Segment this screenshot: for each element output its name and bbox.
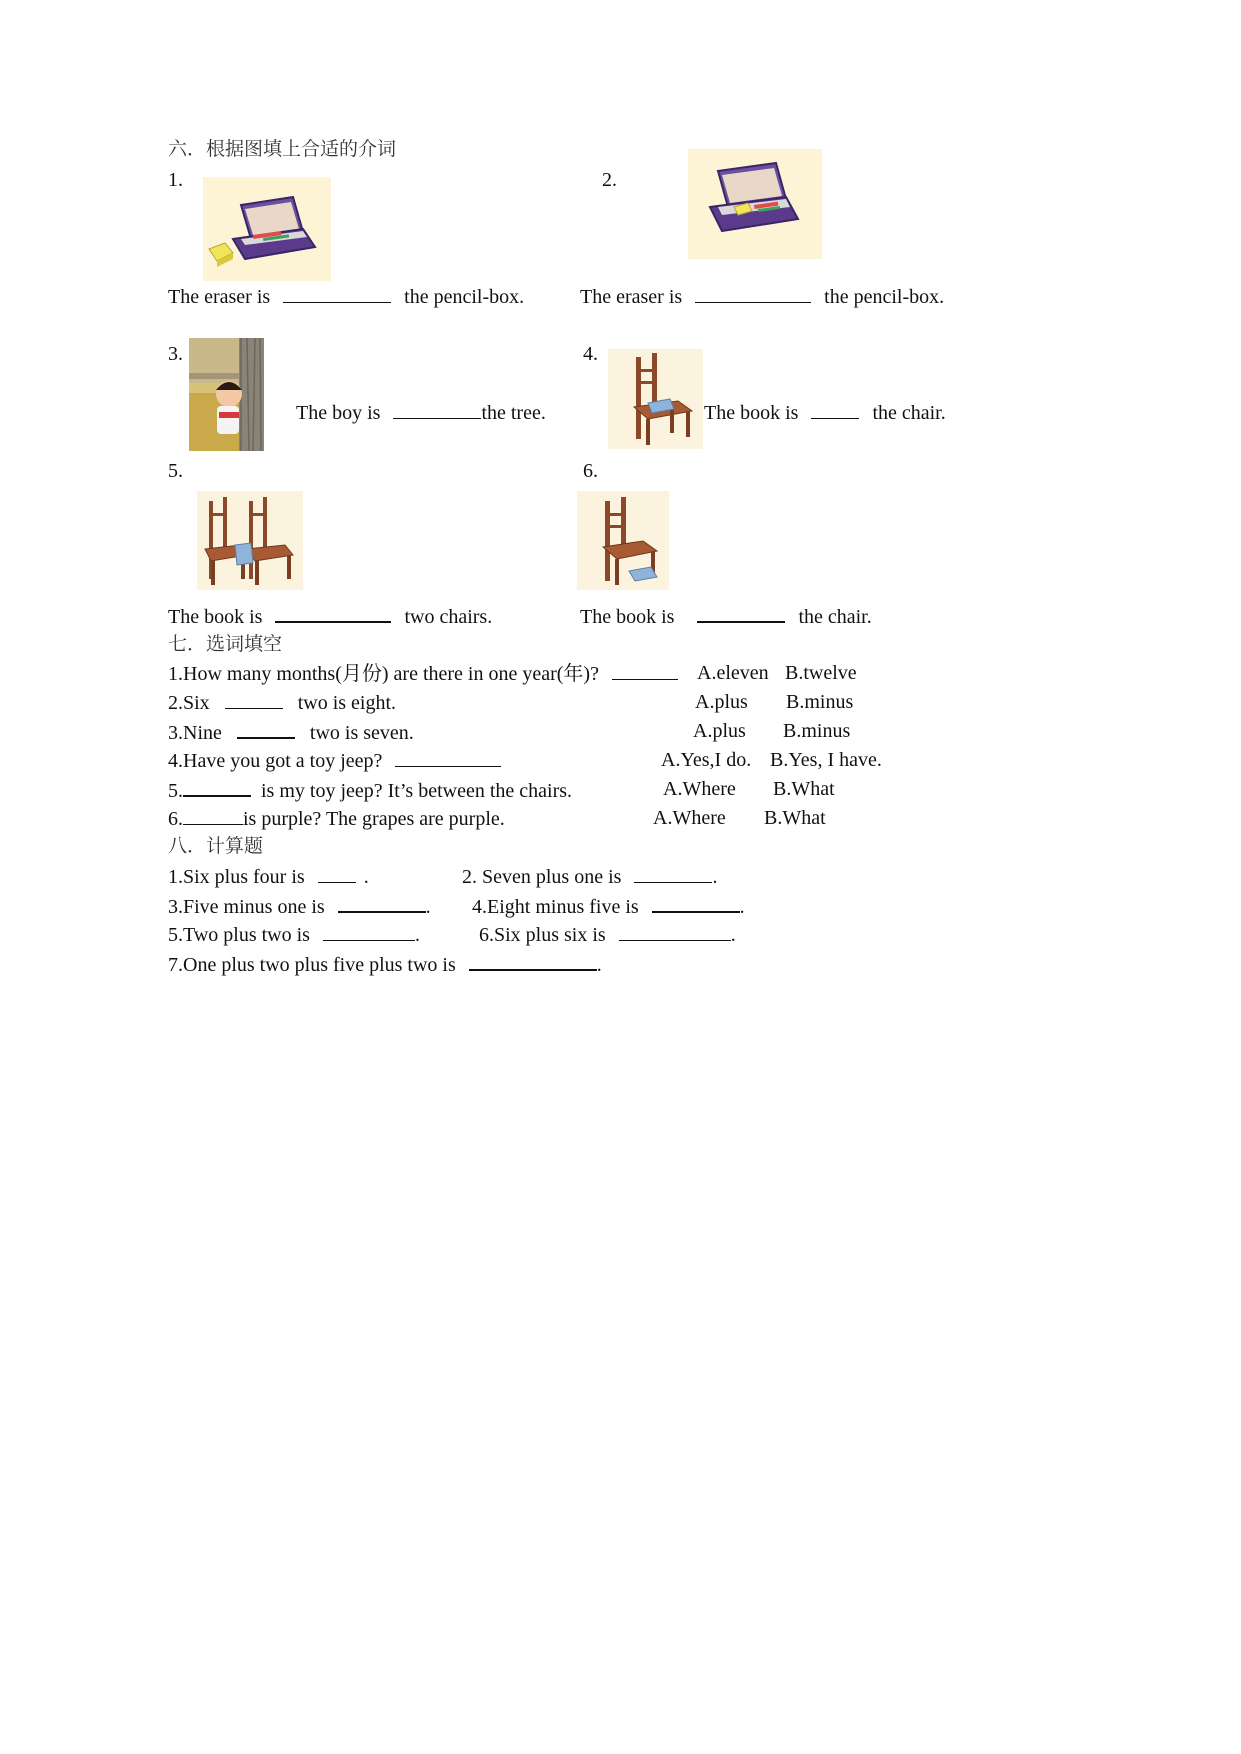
item-6-sentence bbox=[580, 603, 872, 629]
answer-blank[interactable] bbox=[811, 400, 859, 419]
sentence-start: The book is bbox=[168, 606, 263, 628]
question-7-2 bbox=[168, 690, 396, 715]
section-6-title: 六．根据图填上合适的介词 bbox=[168, 138, 397, 160]
sentence-start: The eraser is bbox=[580, 286, 683, 308]
sentence-start: The book is bbox=[704, 402, 799, 424]
question-7-6 bbox=[168, 806, 505, 831]
sentence-end: the tree. bbox=[481, 402, 546, 424]
option-a[interactable]: A.Yes,I do. bbox=[661, 749, 752, 771]
option-a[interactable]: A.plus bbox=[695, 691, 748, 713]
period: . bbox=[730, 924, 736, 946]
period: . bbox=[425, 896, 431, 918]
option-b[interactable]: B.What bbox=[764, 807, 826, 829]
book-under-chair-image bbox=[577, 491, 669, 590]
question-text: 6.Six plus six is bbox=[479, 924, 606, 946]
boy-behind-tree-image bbox=[189, 338, 264, 451]
sentence-end: two chairs. bbox=[404, 606, 493, 628]
answer-blank[interactable] bbox=[695, 284, 811, 303]
book-between-chairs-image bbox=[197, 491, 303, 590]
answer-blank[interactable] bbox=[634, 864, 712, 883]
period: . bbox=[739, 896, 745, 918]
question-text: 3.Nine bbox=[168, 722, 222, 744]
question-text-end: is purple? The grapes are purple. bbox=[243, 808, 505, 830]
sentence-end: the pencil-box. bbox=[824, 286, 945, 308]
question-text: 1.How many months(月份) are there in one year(年)? bbox=[168, 663, 599, 685]
answer-blank[interactable] bbox=[469, 951, 597, 971]
item-number: 5. bbox=[168, 460, 183, 482]
answer-blank[interactable] bbox=[318, 864, 356, 883]
item-2-sentence bbox=[580, 284, 944, 309]
question-text-end: two is seven. bbox=[309, 722, 414, 744]
answer-blank[interactable] bbox=[275, 603, 391, 623]
answer-blank[interactable] bbox=[395, 748, 501, 767]
sentence-start: The boy is bbox=[296, 402, 381, 424]
answer-blank[interactable] bbox=[619, 922, 731, 941]
item-3-sentence bbox=[296, 400, 546, 425]
option-a[interactable]: A.eleven bbox=[697, 662, 769, 684]
answer-blank[interactable] bbox=[225, 690, 283, 709]
question-8-5 bbox=[168, 922, 420, 947]
item-4-sentence bbox=[704, 400, 946, 425]
question-text: 5.Two plus two is bbox=[168, 924, 310, 946]
answer-blank[interactable] bbox=[237, 719, 295, 739]
period: . bbox=[363, 866, 369, 888]
option-a[interactable]: A.Where bbox=[653, 807, 726, 829]
answer-blank[interactable] bbox=[323, 922, 415, 941]
answer-blank[interactable] bbox=[183, 806, 243, 825]
question-text-end: two is eight. bbox=[297, 692, 397, 714]
question-7-1 bbox=[168, 661, 678, 686]
answer-blank[interactable] bbox=[183, 777, 251, 797]
question-text: 4.Eight minus five is bbox=[472, 896, 639, 918]
item-5-sentence bbox=[168, 603, 492, 629]
sentence-end: the chair. bbox=[872, 402, 946, 424]
question-text: 5. bbox=[168, 780, 183, 802]
option-a[interactable]: A.plus bbox=[693, 720, 746, 742]
question-text: 3.Five minus one is bbox=[168, 896, 325, 918]
question-8-4 bbox=[472, 893, 745, 919]
answer-blank[interactable] bbox=[697, 603, 785, 623]
question-8-7 bbox=[168, 951, 602, 977]
question-text: 2.Six bbox=[168, 692, 210, 714]
question-text: 4.Have you got a toy jeep? bbox=[168, 750, 383, 772]
question-7-3 bbox=[168, 719, 414, 745]
question-7-4 bbox=[168, 748, 501, 773]
item-1-sentence bbox=[168, 284, 524, 309]
question-text: 1.Six plus four is bbox=[168, 866, 305, 888]
section-7-title: 七．选词填空 bbox=[168, 633, 283, 655]
sentence-end: the chair. bbox=[798, 606, 872, 628]
item-number: 3. bbox=[168, 343, 183, 365]
question-8-2 bbox=[462, 864, 717, 889]
item-number: 6. bbox=[583, 460, 598, 482]
item-number: 4. bbox=[583, 343, 598, 365]
pencil-box-eraser-beside-image bbox=[203, 177, 331, 281]
option-b[interactable]: B.What bbox=[773, 778, 835, 800]
pencil-box-eraser-inside-image bbox=[688, 149, 822, 259]
question-text: 6. bbox=[168, 808, 183, 830]
item-number: 1. bbox=[168, 169, 183, 191]
option-b[interactable]: B.Yes, I have. bbox=[770, 749, 882, 771]
section-8-title: 八．计算题 bbox=[168, 835, 264, 857]
question-text: 2. Seven plus one is bbox=[462, 866, 622, 888]
sentence-start: The book is bbox=[580, 606, 675, 628]
answer-blank[interactable] bbox=[338, 893, 426, 913]
sentence-start: The eraser is bbox=[168, 286, 271, 308]
answer-blank[interactable] bbox=[612, 661, 678, 680]
question-7-5 bbox=[168, 777, 572, 803]
option-b[interactable]: B.minus bbox=[786, 691, 854, 713]
question-8-3 bbox=[168, 893, 431, 919]
item-number: 2. bbox=[602, 169, 617, 191]
period: . bbox=[596, 954, 602, 976]
question-text: 7.One plus two plus five plus two is bbox=[168, 954, 456, 976]
period: . bbox=[712, 866, 718, 888]
question-text-end: is my toy jeep? It’s between the chairs. bbox=[261, 780, 573, 802]
answer-blank[interactable] bbox=[393, 400, 481, 419]
question-8-1 bbox=[168, 864, 369, 889]
sentence-end: the pencil-box. bbox=[404, 286, 525, 308]
question-8-6 bbox=[479, 922, 736, 947]
period: . bbox=[414, 924, 420, 946]
option-a[interactable]: A.Where bbox=[663, 778, 736, 800]
option-b[interactable]: B.minus bbox=[783, 720, 851, 742]
option-b[interactable]: B.twelve bbox=[785, 662, 857, 684]
answer-blank[interactable] bbox=[283, 284, 391, 303]
answer-blank[interactable] bbox=[652, 893, 740, 913]
book-on-chair-image bbox=[608, 349, 703, 449]
